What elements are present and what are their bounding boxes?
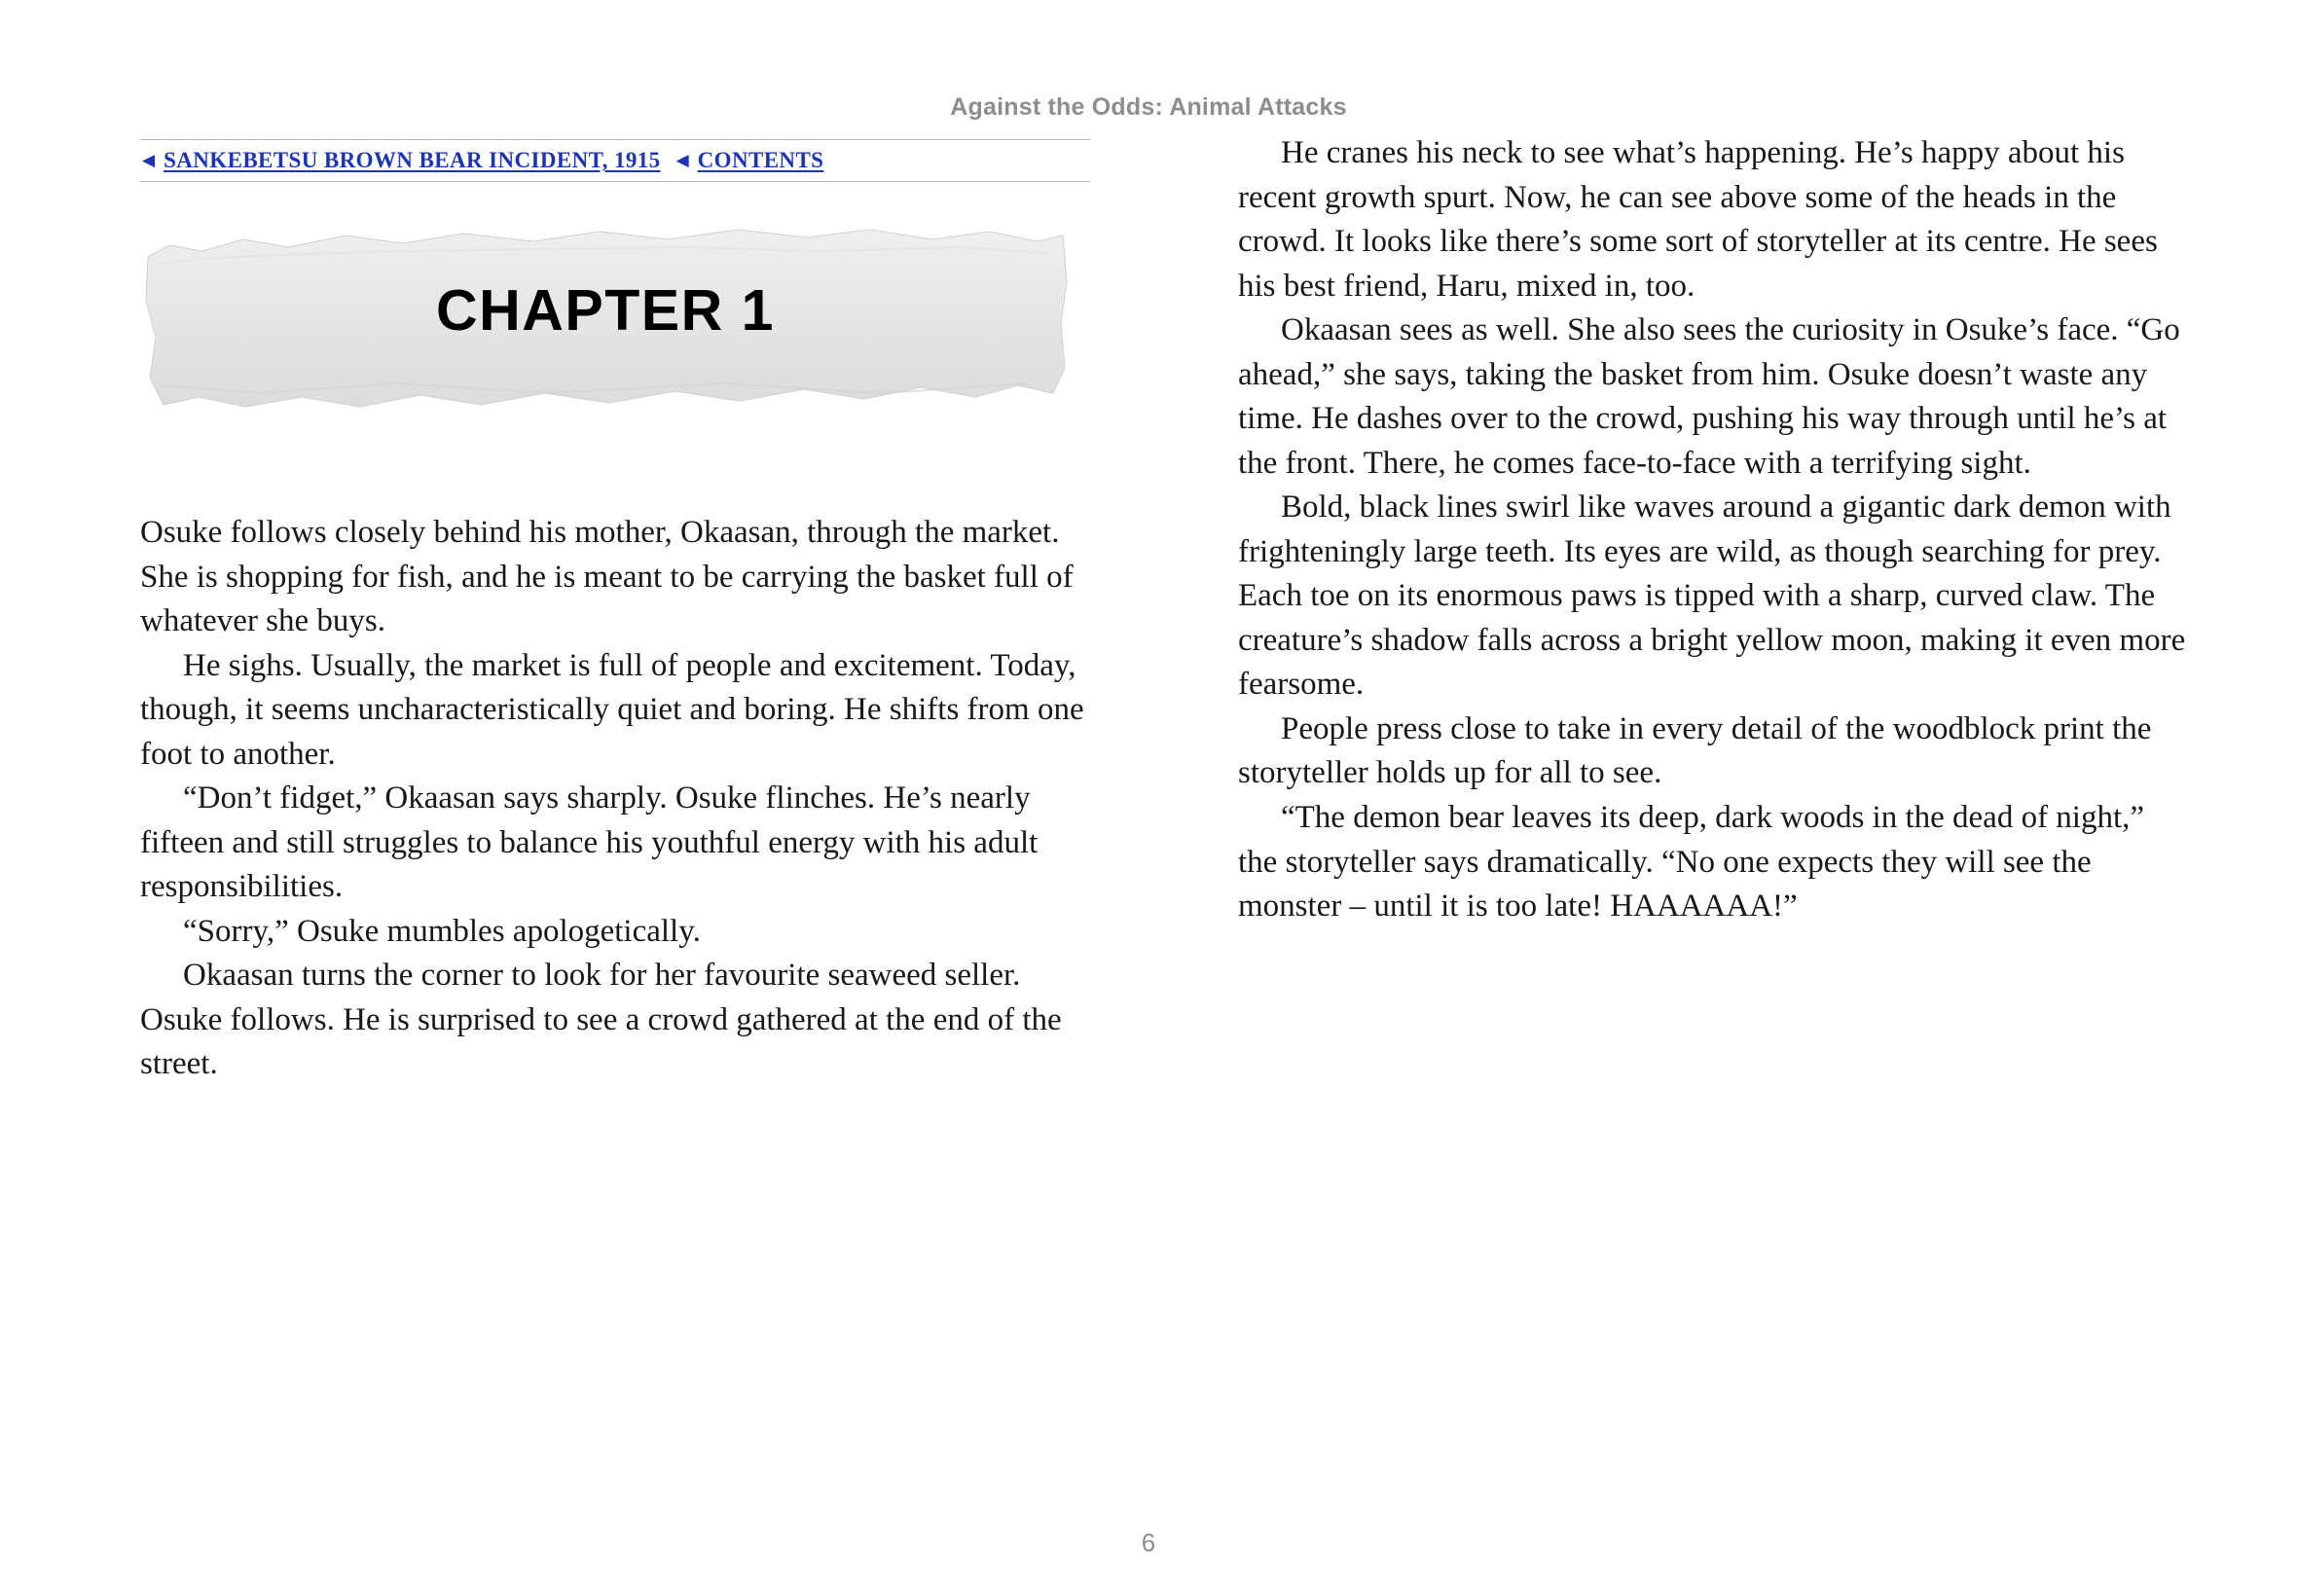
page-number: 6 (1141, 1528, 1156, 1557)
paragraph: He cranes his neck to see what’s happening. He’s happy about his recent growth spurt. Now, he can see above some of the heads in the crowd. It looks like there’s some sort of storyteller at its centre. He sees his best friend, Haru, mixed in, too. (1238, 135, 2158, 304)
paragraph: Okaasan sees as well. She also sees the curiosity in Osuke’s face. “Go ahead,” she says, taking the basket from him. Osuke doesn’t waste any time. He dashes over to the crowd, pushing his way through until he’s at the front. There, he comes face-to-face with a terrifying sight. (1238, 312, 2180, 481)
paragraph: Okaasan turns the corner to look for her favourite seaweed seller. Osuke follows. He is surprised to see a crowd gathered at the end of the street. (140, 958, 1062, 1082)
running-head: Against the Odds: Animal Attacks (950, 93, 1347, 121)
nav-link-contents[interactable] (676, 148, 824, 173)
left-arrow-icon: ◀ (142, 150, 156, 169)
left-arrow-icon: ◀ (675, 150, 689, 169)
paragraph: “Don’t fidget,” Okaasan says sharply. Osuke flinches. He’s nearly fifteen and still struggles to balance his youthful energy with his adult responsibilities. (140, 780, 1039, 905)
paragraph: Bold, black lines swirl like waves around a gigantic dark demon with frighteningly large teeth. Its eyes are wild, as though searching for prey. Each toe on its enormous paws is tipped with a sharp, curved claw. The creature’s shadow falls across a bright yellow moon, making it even more fearsome. (1238, 490, 2186, 703)
chapter-title: CHAPTER 1 (436, 278, 775, 343)
nav-link-label: SANKEBETSU BROWN BEAR INCIDENT, 1915 (164, 148, 661, 172)
nav-link-sankebetsu-brown-bear-incident[interactable] (142, 148, 661, 173)
paragraph: People press close to take in every detail of the woodblock print the storyteller holds up for all to see. (1238, 710, 2152, 791)
paragraph: Osuke follows closely behind his mother, Okaasan, through the market. She is shopping for fish, and he is meant to be carrying the basket full of whatever she buys. (140, 515, 1074, 639)
paragraph: “Sorry,” Osuke mumbles apologetically. (183, 913, 701, 949)
body-column-left (140, 511, 1090, 1087)
body-column-right (1238, 131, 2188, 929)
paragraph: “The demon bear leaves its deep, dark woods in the dead of night,” the storyteller says dramatically. “No one expects they will see the monster – until it is too late! HAAAAAA!” (1238, 799, 2145, 925)
chapter-banner (142, 222, 1069, 417)
nav-link-label: CONTENTS (697, 148, 824, 172)
navigation-bar (140, 139, 1090, 182)
paragraph: He sighs. Usually, the market is full of people and excitement. Today, though, it seems uncharacteristically quiet and boring. He shifts from one foot to another. (140, 647, 1084, 772)
